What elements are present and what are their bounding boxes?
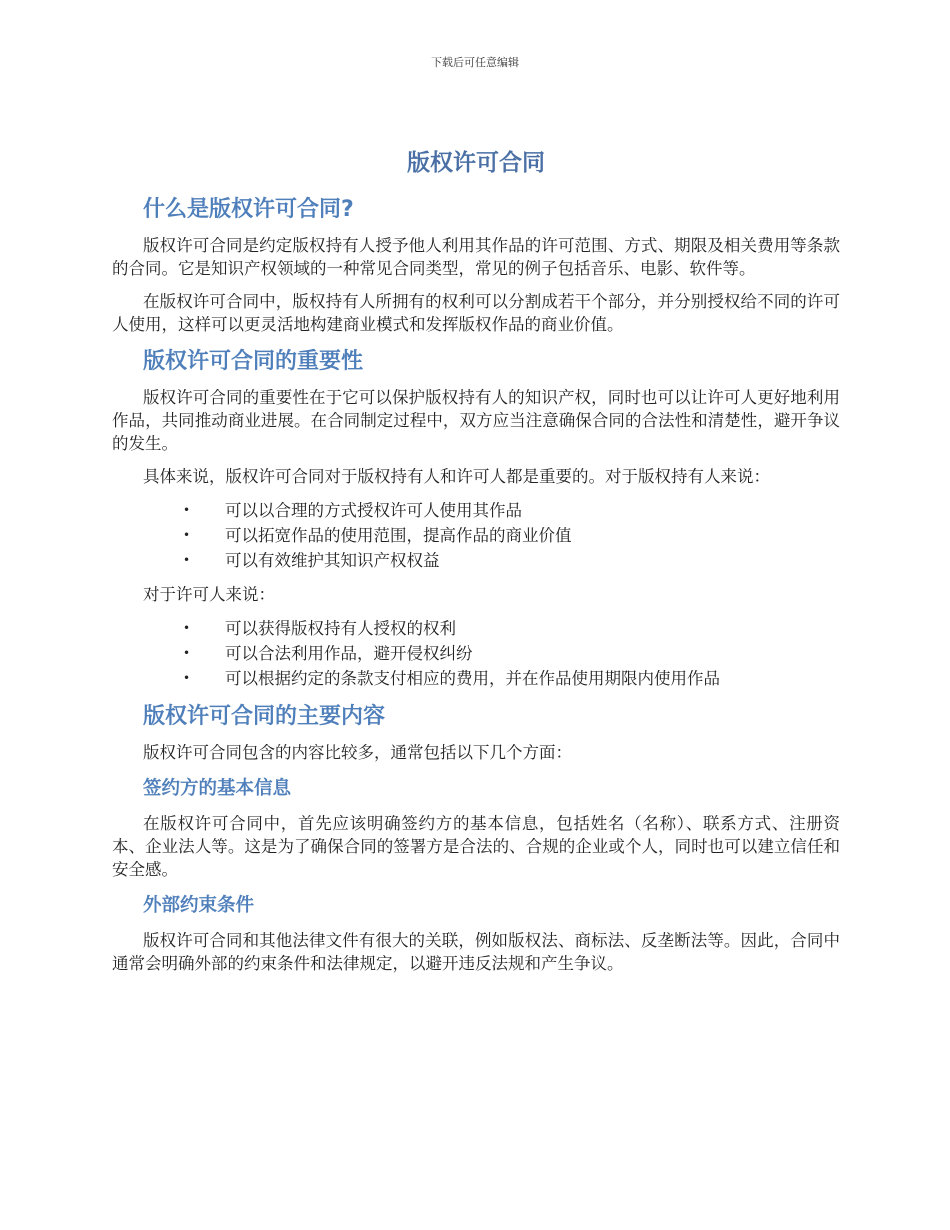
- list-item-text: 可以有效维护其知识产权权益: [225, 551, 440, 570]
- licensee-benefits-list: [112, 616, 840, 691]
- bullet-icon: •: [183, 503, 191, 517]
- paragraph: 版权许可合同的重要性在于它可以保护版权持有人的知识产权，同时也可以让许可人更好地利用作品，共同推动商业进展。在合同制定过程中，双方应当注意确保合同的合法性和清楚性，避开争议的发生。: [112, 388, 840, 453]
- bullet-icon: •: [183, 553, 191, 567]
- paragraph: 在版权许可合同中，版权持有人所拥有的权利可以分割成若干个部分，并分别授权给不同的许可人使用，这样可以更灵活地构建商业模式和发挥版权作品的商业价值。: [112, 292, 840, 334]
- paragraph: 对于许可人来说：: [143, 585, 275, 604]
- document-title: 版权许可合同: [407, 150, 545, 176]
- list-item: [112, 523, 840, 548]
- list-item-text: 可以根据约定的条款支付相应的费用，并在作品使用期限内使用作品: [225, 669, 720, 688]
- list-item: [112, 548, 840, 573]
- list-item-text: 可以拓宽作品的使用范围，提高作品的商业价值: [225, 526, 572, 545]
- page-header-note: 下载后可任意编辑: [431, 56, 519, 69]
- paragraph: 具体来说，版权许可合同对于版权持有人和许可人都是重要的。对于版权持有人来说：: [143, 467, 770, 486]
- list-item: [112, 641, 840, 666]
- section-importance: [112, 346, 840, 691]
- list-item-text: 可以合法利用作品，避开侵权纠纷: [225, 644, 473, 663]
- section-main-content: [112, 701, 840, 975]
- list-item-text: 可以以合理的方式授权许可人使用其作品: [225, 501, 522, 520]
- paragraph: 版权许可合同和其他法律文件有很大的关联，例如版权法、商标法、反垄断法等。因此，合同中通常会明确外部的约束条件和法律规定，以避开违反法规和产生争议。: [112, 931, 840, 973]
- bullet-icon: •: [183, 671, 191, 685]
- paragraph: 版权许可合同是约定版权持有人授予他人利用其作品的许可范围、方式、期限及相关费用等条款的合同。它是知识产权领域的一种常见合同类型，常见的例子包括音乐、电影、软件等。: [112, 236, 840, 278]
- list-item-text: 可以获得版权持有人授权的权利: [225, 619, 456, 638]
- paragraph: 在版权许可合同中，首先应该明确签约方的基本信息，包括姓名（名称）、联系方式、注册资本、企业法人等。这是为了确保合同的签署方是合法的、合规的企业或个人，同时也可以建立信任和安全感。: [112, 814, 840, 879]
- document-body: [112, 146, 840, 985]
- section-what-is: [112, 194, 840, 336]
- section-heading-what-is: 什么是版权许可合同?: [143, 197, 354, 222]
- list-item: [112, 666, 840, 691]
- section-heading-importance: 版权许可合同的重要性: [143, 349, 364, 374]
- bullet-icon: •: [183, 528, 191, 542]
- list-item: [112, 498, 840, 523]
- bullet-icon: •: [183, 646, 191, 660]
- paragraph: 版权许可合同包含的内容比较多，通常包括以下几个方面：: [143, 743, 572, 762]
- subsection-heading-party-info: 签约方的基本信息: [143, 778, 292, 799]
- bullet-icon: •: [183, 621, 191, 635]
- list-item: [112, 616, 840, 641]
- section-heading-main-content: 版权许可合同的主要内容: [143, 704, 386, 729]
- subsection-heading-external-constraints: 外部约束条件: [143, 895, 255, 916]
- holder-benefits-list: [112, 498, 840, 573]
